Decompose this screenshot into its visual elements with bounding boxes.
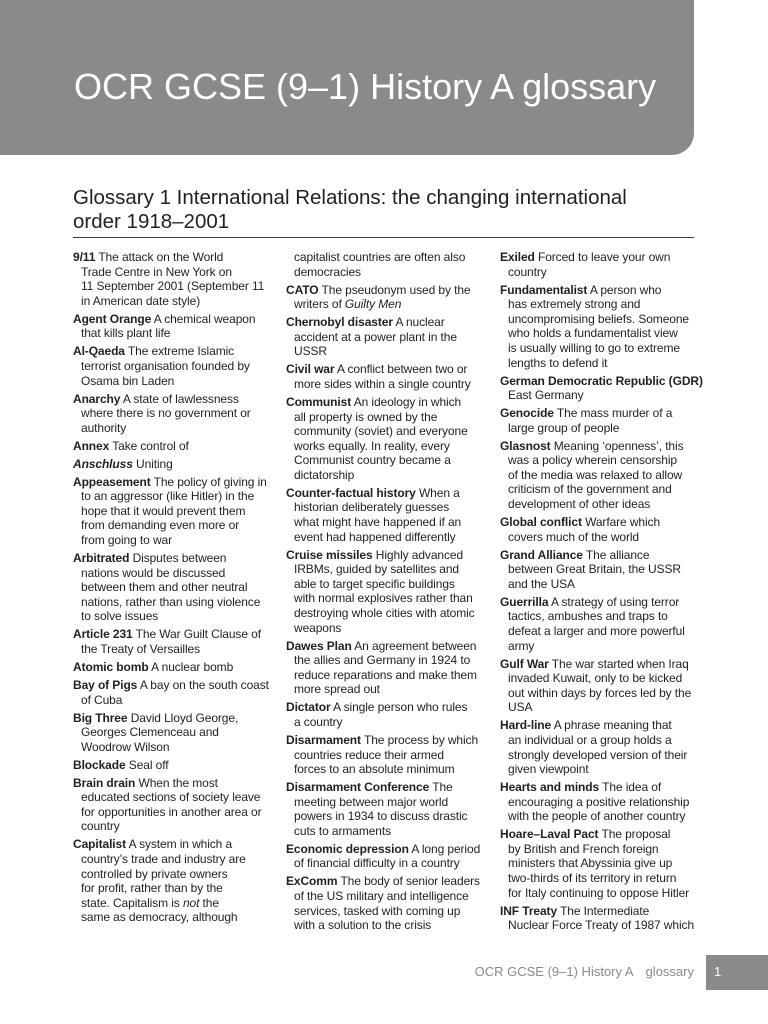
glossary-term: INF Treaty bbox=[500, 903, 558, 918]
footer-section: glossary bbox=[645, 964, 694, 979]
glossary-entry bbox=[286, 780, 482, 838]
definition-text: An agreement between the allies and Germany in 1924 to reduce reparations and make them more spread out bbox=[294, 638, 477, 697]
glossary-term: Grand Alliance bbox=[500, 547, 583, 562]
definition-text: The War Guilt Clause of the Treaty of Versailles bbox=[81, 627, 261, 656]
glossary-term: Bay of Pigs bbox=[73, 677, 138, 692]
definition-text: When the most educated sections of society leave for opportunities in another area or country bbox=[81, 775, 262, 834]
page-number: 1 bbox=[714, 964, 722, 979]
glossary-term: Anschluss bbox=[73, 456, 133, 471]
glossary-entry bbox=[73, 475, 268, 548]
definition-text: The extreme Islamic terrorist organisation founded by Osama bin Laden bbox=[81, 344, 250, 388]
glossary-entry bbox=[286, 639, 482, 697]
glossary-term: ExComm bbox=[286, 874, 338, 889]
glossary-term: Appeasement bbox=[73, 474, 151, 489]
definition-text: When a historian deliberately guesses what might have happened if an event had happened differently bbox=[294, 485, 462, 544]
definition-text: A bay on the south coast of Cuba bbox=[81, 677, 269, 707]
glossary-term: Genocide bbox=[500, 406, 554, 421]
definition-text: capitalist countries are often also democracies bbox=[294, 250, 466, 279]
glossary-definition bbox=[112, 439, 189, 453]
glossary-term: Big Three bbox=[73, 710, 128, 725]
glossary-term: Fundamentalist bbox=[500, 282, 588, 297]
glossary-term: Economic depression bbox=[286, 841, 409, 856]
glossary-term: CATO bbox=[286, 282, 319, 297]
glossary-term: Communist bbox=[286, 394, 352, 409]
definition-text: The attack on the World Trade Centre in New York on 11 September 2001 (September 11 in American date style) bbox=[81, 250, 265, 308]
definition-text: A state of lawlessness where there is no government or authority bbox=[81, 391, 251, 435]
heading-divider bbox=[73, 237, 694, 238]
glossary-term: Civil war bbox=[286, 362, 335, 377]
glossary-column-1 bbox=[73, 250, 268, 928]
glossary-entry bbox=[500, 439, 694, 512]
definition-text: The process by which countries reduce their armed forces to an absolute minimum bbox=[294, 732, 479, 777]
glossary-term: Arbitrated bbox=[73, 551, 130, 566]
definition-text: Highly advanced IRBMs, guided by satellites and able to target specific buildings with normal explosives rather than destroying whole cities with atomic weapons bbox=[294, 547, 475, 635]
glossary-entry bbox=[500, 657, 694, 715]
glossary-entry bbox=[286, 250, 482, 279]
definition-text: A system in which a country’s trade and industry are controlled by private owners for profit, rather than by the state. Capitalism is bbox=[81, 837, 246, 910]
glossary-term: Hearts and minds bbox=[500, 780, 600, 795]
glossary-entry bbox=[286, 315, 482, 359]
glossary-entry bbox=[73, 627, 268, 656]
glossary-entry bbox=[286, 700, 482, 729]
definition-text: The meeting between major world powers in 1934 to discuss drastic cuts to armaments bbox=[294, 780, 468, 838]
glossary-entry bbox=[73, 250, 268, 308]
glossary-term: Exiled bbox=[500, 250, 535, 264]
glossary-entry bbox=[73, 439, 268, 454]
glossary-term: Guerrilla bbox=[500, 594, 549, 609]
glossary-term: Chernobyl disaster bbox=[286, 315, 393, 330]
definition-text: Seal off bbox=[128, 757, 169, 772]
glossary-definition bbox=[294, 283, 470, 312]
glossary-entry bbox=[500, 548, 694, 592]
definition-text: A chemical weapon that kills plant life bbox=[81, 311, 256, 341]
glossary-term: Glasnost bbox=[500, 438, 551, 453]
glossary-entry bbox=[500, 780, 694, 824]
definition-text: The proposal by British and French foreign ministers that Abyssinia give up two-thirds of its territory in return for Italy continuing to oppose Hitler bbox=[508, 827, 690, 900]
glossary-term: Global conflict bbox=[500, 515, 582, 530]
glossary-definition bbox=[294, 250, 465, 279]
glossary-term: Hoare–Laval Pact bbox=[500, 827, 599, 842]
definition-text: A person who has extremely strong and uncompromising beliefs. Someone who holds a fundamentalist view is usually willing to go to extreme lengths to defend it bbox=[508, 282, 689, 370]
glossary-term: Brain drain bbox=[73, 775, 136, 790]
glossary-entry bbox=[73, 312, 268, 341]
glossary-entry bbox=[286, 733, 482, 777]
glossary-entry bbox=[73, 457, 268, 472]
glossary-entry bbox=[286, 395, 482, 483]
page-footer bbox=[475, 964, 694, 980]
glossary-term: Blockade bbox=[73, 757, 126, 772]
glossary-term: Agent Orange bbox=[73, 311, 152, 326]
glossary-entry bbox=[73, 678, 268, 707]
glossary-term: 9/11 bbox=[73, 250, 96, 264]
glossary-entry bbox=[500, 827, 694, 900]
glossary-entry bbox=[73, 837, 268, 925]
definition-text: Uniting bbox=[136, 456, 173, 471]
glossary-column-3 bbox=[500, 250, 703, 936]
definition-text: A strategy of using terror tactics, ambushes and traps to defeat a larger and more powerful army bbox=[508, 594, 685, 653]
glossary-term: Anarchy bbox=[73, 391, 121, 406]
definition-text: Forced to leave your own country bbox=[508, 250, 671, 279]
glossary-term: Disarmament bbox=[286, 732, 361, 747]
glossary-term: Article 231 bbox=[73, 627, 133, 642]
glossary-entry bbox=[500, 595, 694, 653]
section-heading: Glossary 1 International Relations: the changing international order 1918–2001 bbox=[73, 186, 627, 233]
glossary-term: German Democratic Republic (GDR) bbox=[500, 373, 703, 388]
glossary-term: Dawes Plan bbox=[286, 638, 352, 653]
italic-text: Guilty Men bbox=[344, 297, 402, 312]
header-band bbox=[0, 0, 694, 155]
glossary-term: Annex bbox=[73, 438, 110, 453]
glossary-entry bbox=[500, 373, 703, 403]
definition-text: A nuclear accident at a power plant in the USSR bbox=[294, 315, 457, 359]
page-title: OCR GCSE (9–1) History A glossary bbox=[74, 66, 657, 107]
definition-text: The war started when Iraq invaded Kuwait, only to be kicked out within days by forces led by the USA bbox=[508, 656, 692, 715]
glossary-term: Gulf War bbox=[500, 656, 549, 671]
page-number-box bbox=[706, 955, 768, 990]
definition-text: A long period of financial difficulty in a country bbox=[294, 841, 481, 871]
glossary-entry bbox=[500, 718, 694, 776]
definition-text: The body of senior leaders of the US military and intelligence services, tasked with coming up with a solution to the crisis bbox=[294, 874, 480, 933]
glossary-entry bbox=[286, 874, 482, 932]
definition-text: An ideology in which all property is owned by the community (soviet) and everyone works equally. In reality, every Communist country became a dictatorship bbox=[294, 394, 468, 482]
glossary-definition bbox=[81, 250, 264, 308]
glossary-definition bbox=[129, 758, 169, 772]
glossary-definition bbox=[508, 388, 584, 402]
definition-text: Take control of bbox=[112, 438, 189, 453]
definition-text: Disputes between nations would be discussed between them and other neutral nations, rather than using violence to solve issues bbox=[81, 551, 261, 624]
definition-text: The idea of encouraging a positive relationship with the people of another country bbox=[508, 780, 690, 824]
definition-text: Warfare which covers much of the world bbox=[508, 515, 661, 544]
italic-text: not bbox=[182, 895, 200, 910]
definition-text: The pseudonym used by the writers of bbox=[294, 282, 471, 312]
definition-text: the same as democracy, although bbox=[81, 895, 238, 925]
glossary-entry bbox=[286, 283, 482, 312]
definition-text: The alliance between Great Britain, the USSR and the USA bbox=[508, 547, 681, 591]
glossary-entry bbox=[286, 548, 482, 636]
glossary-entry bbox=[286, 486, 482, 544]
glossary-column-2 bbox=[286, 250, 482, 936]
glossary-entry bbox=[73, 392, 268, 436]
definition-text: A phrase meaning that an individual or a group holds a strongly developed version of their given viewpoint bbox=[508, 718, 688, 777]
glossary-term: Disarmament Conference bbox=[286, 780, 430, 795]
glossary-term: Hard-line bbox=[500, 718, 552, 733]
glossary-entry bbox=[500, 406, 694, 435]
glossary-entry bbox=[73, 660, 268, 675]
glossary-entry bbox=[73, 711, 268, 755]
definition-text: East Germany bbox=[508, 388, 584, 403]
footer-title: OCR GCSE (9–1) History A bbox=[474, 964, 634, 979]
definition-text: The policy of giving in to an aggressor (like Hitler) in the hope that it would prevent them from demanding even more or from going to war bbox=[81, 474, 267, 548]
glossary-entry bbox=[73, 344, 268, 388]
glossary-entry bbox=[500, 250, 694, 279]
definition-text: The Intermediate Nuclear Force Treaty of 1987 which bbox=[508, 903, 695, 933]
glossary-entry bbox=[500, 515, 694, 544]
glossary-term: Dictator bbox=[286, 700, 331, 715]
glossary-term: Cruise missiles bbox=[286, 547, 373, 562]
glossary-term: Atomic bomb bbox=[73, 659, 149, 674]
glossary-definition bbox=[151, 660, 233, 674]
glossary-entry bbox=[286, 362, 482, 391]
glossary-entry bbox=[73, 758, 268, 773]
glossary-term: Al-Qaeda bbox=[73, 344, 125, 359]
glossary-entry bbox=[286, 842, 482, 871]
definition-text: A nuclear bomb bbox=[151, 659, 234, 674]
glossary-term: Counter-factual history bbox=[286, 485, 416, 500]
glossary-entry bbox=[500, 283, 694, 371]
glossary-entry bbox=[73, 776, 268, 834]
glossary-term: Capitalist bbox=[73, 837, 127, 852]
glossary-entry bbox=[73, 551, 268, 624]
definition-text: A conflict between two or more sides within a single country bbox=[294, 362, 471, 391]
definition-text: Meaning ‘openness’, this was a policy wherein censorship of the media was relaxed to allow criticism of the government and development of other ideas bbox=[508, 438, 684, 512]
glossary-definition bbox=[136, 457, 173, 471]
definition-text: The mass murder of a large group of people bbox=[508, 406, 673, 435]
definition-text: David Lloyd George, Georges Clemenceau and Woodrow Wilson bbox=[81, 710, 239, 754]
definition-text: A single person who rules a country bbox=[294, 700, 468, 729]
glossary-entry bbox=[500, 904, 694, 933]
